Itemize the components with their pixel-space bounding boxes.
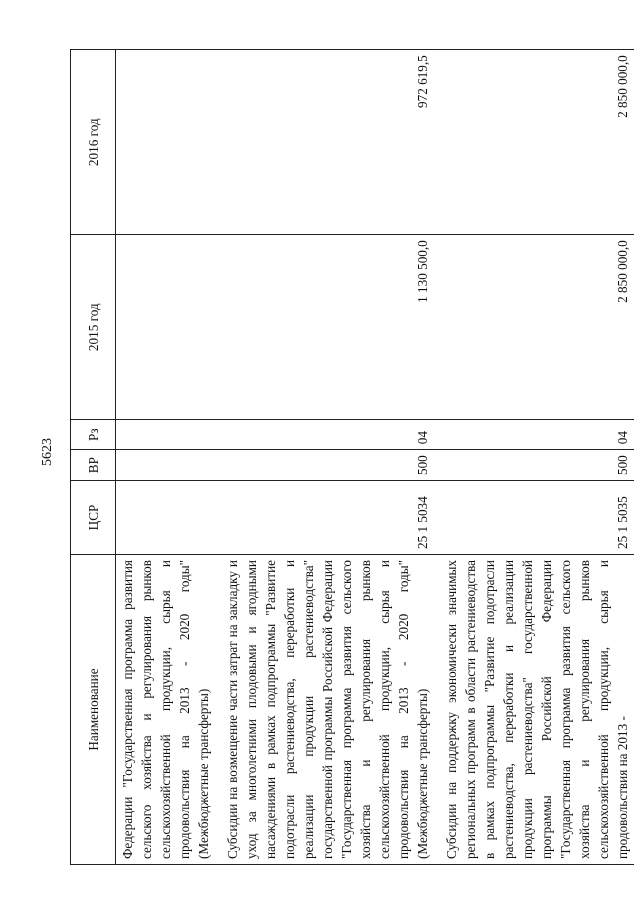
row-2016: 2 850 000,0 [434,50,634,235]
header-name: Наименование [71,555,116,865]
header-vr: ВР [71,450,116,481]
table-row [215,50,434,865]
row-name: Субсидии на возмещение части затрат на закладку и уход за многолетними плодовыми и ягодными насаждениями в рамках подпрограммы "Развитие подотрасли растениеводства, переработки и реализации продукции растениеводства" государственной программы Российской Федерации "Государственная программа развития сельского хозяйства и регулирования рынков сельскохозяйственной продукции, сырья и продовольствия на 2013 - 2020 годы" (Межбюджетные трансферты) [215,555,434,865]
row-vr: 500 [215,450,434,481]
row-2015: 1 130 500,0 [215,235,434,420]
table-row [116,50,216,865]
row-csr: 25 1 5034 [215,481,434,555]
header-2015: 2015 год [71,235,116,420]
row-name: Субсидии на поддержку экономически значимых региональных программ в области растениеводства в рамках подпрограммы "Развитие подотрасли растениеводства, переработки и реализации продукции растениеводства" государственной программы Российской Федерации "Государственная программа развития сельского хозяйства и регулирования рынков сельскохозяйственной продукции, сырья и продовольствия на 2013 - [434,555,634,865]
row-rz: 04 [215,420,434,450]
header-rz: Рз [71,420,116,450]
page-number: 5623 [40,438,55,466]
row-csr [116,481,216,555]
table-header-row [71,50,116,865]
row-2016: 972 619,5 [215,50,434,235]
row-csr: 25 1 5035 [434,481,634,555]
row-vr: 500 [434,450,634,481]
row-2016 [116,50,216,235]
row-rz: 04 [434,420,634,450]
header-csr: ЦСР [71,481,116,555]
row-2015: 2 850 000,0 [434,235,634,420]
row-vr [116,450,216,481]
row-rz [116,420,216,450]
budget-table [70,49,634,865]
row-2015 [116,235,216,420]
row-name: Федерации "Государственная программа развития сельского хозяйства и регулирования рынков сельскохозяйственной продукции, сырья и продовольствия на 2013 - 2020 годы" (Межбюджетные трансферты) [116,555,216,865]
header-2016: 2016 год [71,50,116,235]
table-row [434,50,634,865]
